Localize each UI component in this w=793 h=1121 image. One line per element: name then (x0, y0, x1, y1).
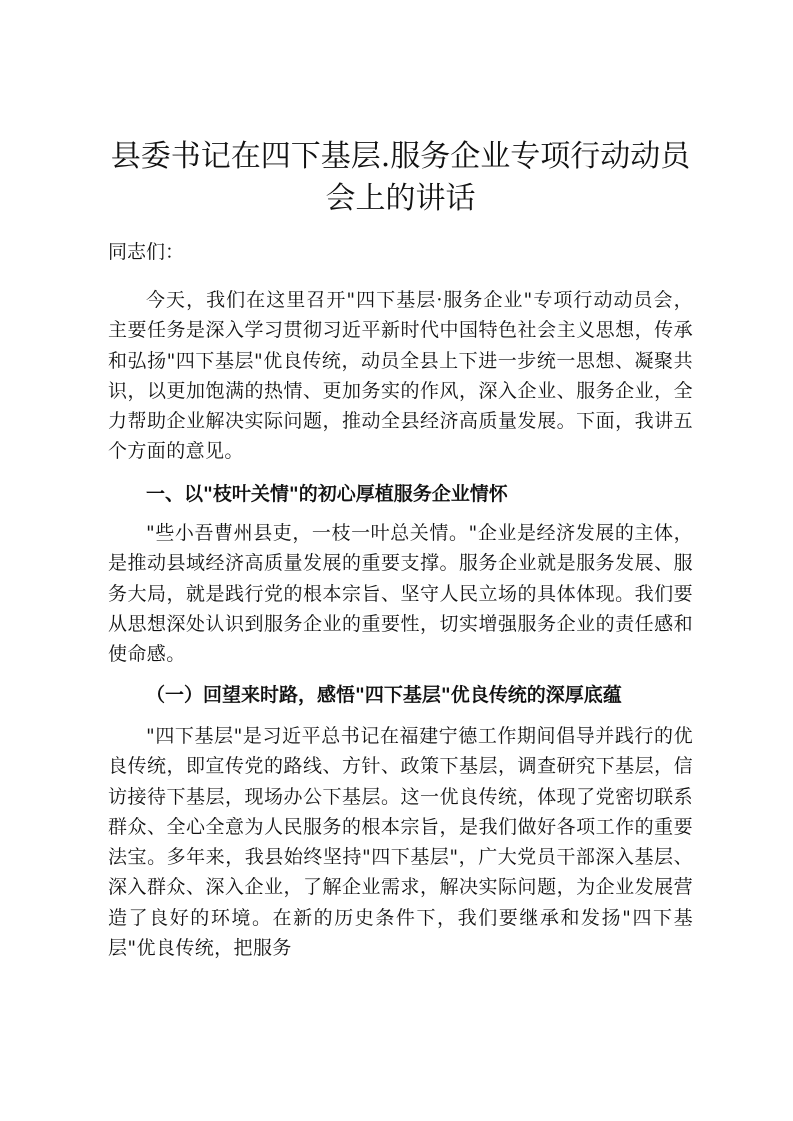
salutation: 同志们： (108, 241, 185, 263)
subsection-heading-1: （一）回望来时路，感悟"四下基层"优良传统的深厚底蕴 (146, 684, 622, 706)
section-heading-1: 一、以"枝叶关情"的初心厚植服务企业情怀 (146, 483, 508, 505)
paragraph-subsection-1: "四下基层"是习近平总书记在福建宁德工作期间倡导并践行的优良传统，即宣传党的路线、方针、政策下基层，调查研究下基层，信访接待下基层，现场办公下基层。这一优良传统，体现了党密切联系群众、全心全意为人民服务的根本宗旨，是我们做好各项工作的重要法宝。多年来，我县始终坚持"四下基层"，广大党员干部深入基层、深入群众、深入企业，了解企业需求，解决实际问题，为企业发展营造了良好的环境。在新的历史条件下，我们要继承和发扬"四下基层"优良传统，把服务 (108, 725, 693, 960)
document-title: 县委书记在四下基层.服务企业专项行动动员会上的讲话 (110, 139, 691, 216)
paragraph-intro: 今天，我们在这里召开"四下基层·服务企业"专项行动动员会，主要任务是深入学习贯彻习近平新时代中国特色社会主义思想，传承和弘扬"四下基层"优良传统，动员全县上下进一步统一思想、凝聚共识，以更加饱满的热情、更加务实的作风，深入企业、服务企业，全力帮助企业解决实际问题，推动全县经济高质量发展。下面，我讲五个方面的意见。 (108, 289, 693, 463)
paragraph-section-1: "些小吾曹州县吏，一枝一叶总关情。"企业是经济发展的主体，是推动县域经济高质量发展的重要支撑。服务企业就是服务发展、服务大局，就是践行党的根本宗旨、坚守人民立场的具体体现。我们要从思想深处认识到服务企业的重要性，切实增强服务企业的责任感和使命感。 (108, 522, 693, 666)
